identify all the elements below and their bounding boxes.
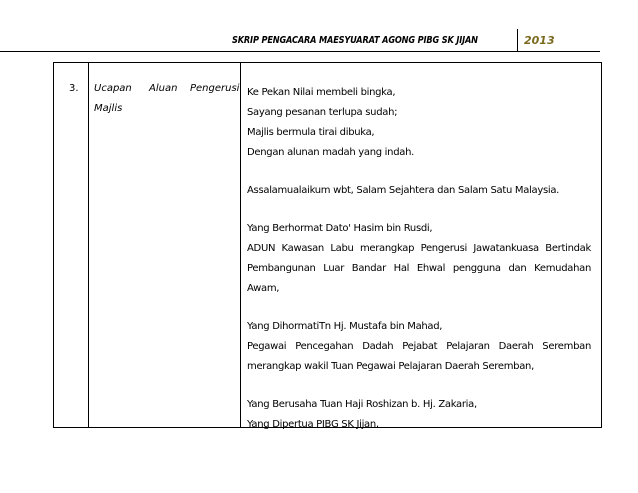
roshizan-line: Yang Berusaha Tuan Haji Roshizan b. Hj. Zakaria, [247,399,477,410]
script-table [53,62,602,428]
verse-line: Sayang pesanan terlupa sudah; [247,107,398,118]
header-separator [517,29,518,51]
verse-line: Ke Pekan Nilai membeli bingka, [247,87,396,98]
mustafa-line: merangkap wakil Tuan Pegawai Pelajaran Daerah Seremban, [247,361,534,372]
verse-line: Dengan alunan madah yang indah. [247,147,414,158]
header-rule [0,51,600,52]
label-aluan: Aluan [149,83,178,94]
dato-line: Pembangunan Luar Bandar Hal Ehwal pengguna dan Kemudahan [247,263,591,274]
speech-text [247,83,591,435]
dato-line: Yang Berhormat Dato' Hasim bin Rusdi, [247,223,433,234]
column-divider-label [240,63,241,427]
greeting-line: Assalamualaikum wbt, Salam Sejahtera dan Salam Satu Malaysia. [247,185,560,196]
verse-line: Majlis bermula tirai dibuka, [247,127,375,138]
roshizan-line: Yang Dipertua PIBG SK Jijan, [247,419,379,430]
label-ucapan: Ucapan [94,83,132,94]
row-number: 3. [69,83,79,94]
label-majlis: Majlis [94,103,123,114]
header-title: SKRIP PENGACARA MAESYUARAT AGONG PIBG SK JIJAN [232,35,478,46]
header-year: 2013 [524,34,555,47]
label-pengerusi: Pengerusi [190,83,240,94]
page-header [0,29,600,51]
dato-line: ADUN Kawasan Labu merangkap Pengerusi Jawatankuasa Bertindak [247,243,591,254]
column-divider-number [88,63,89,427]
mustafa-line: Pegawai Pencegahan Dadah Pejabat Pelajaran Daerah Seremban [247,341,591,352]
mustafa-line: Yang DihormatiTn Hj. Mustafa bin Mahad, [247,321,443,332]
dato-line: Awam, [247,283,280,294]
